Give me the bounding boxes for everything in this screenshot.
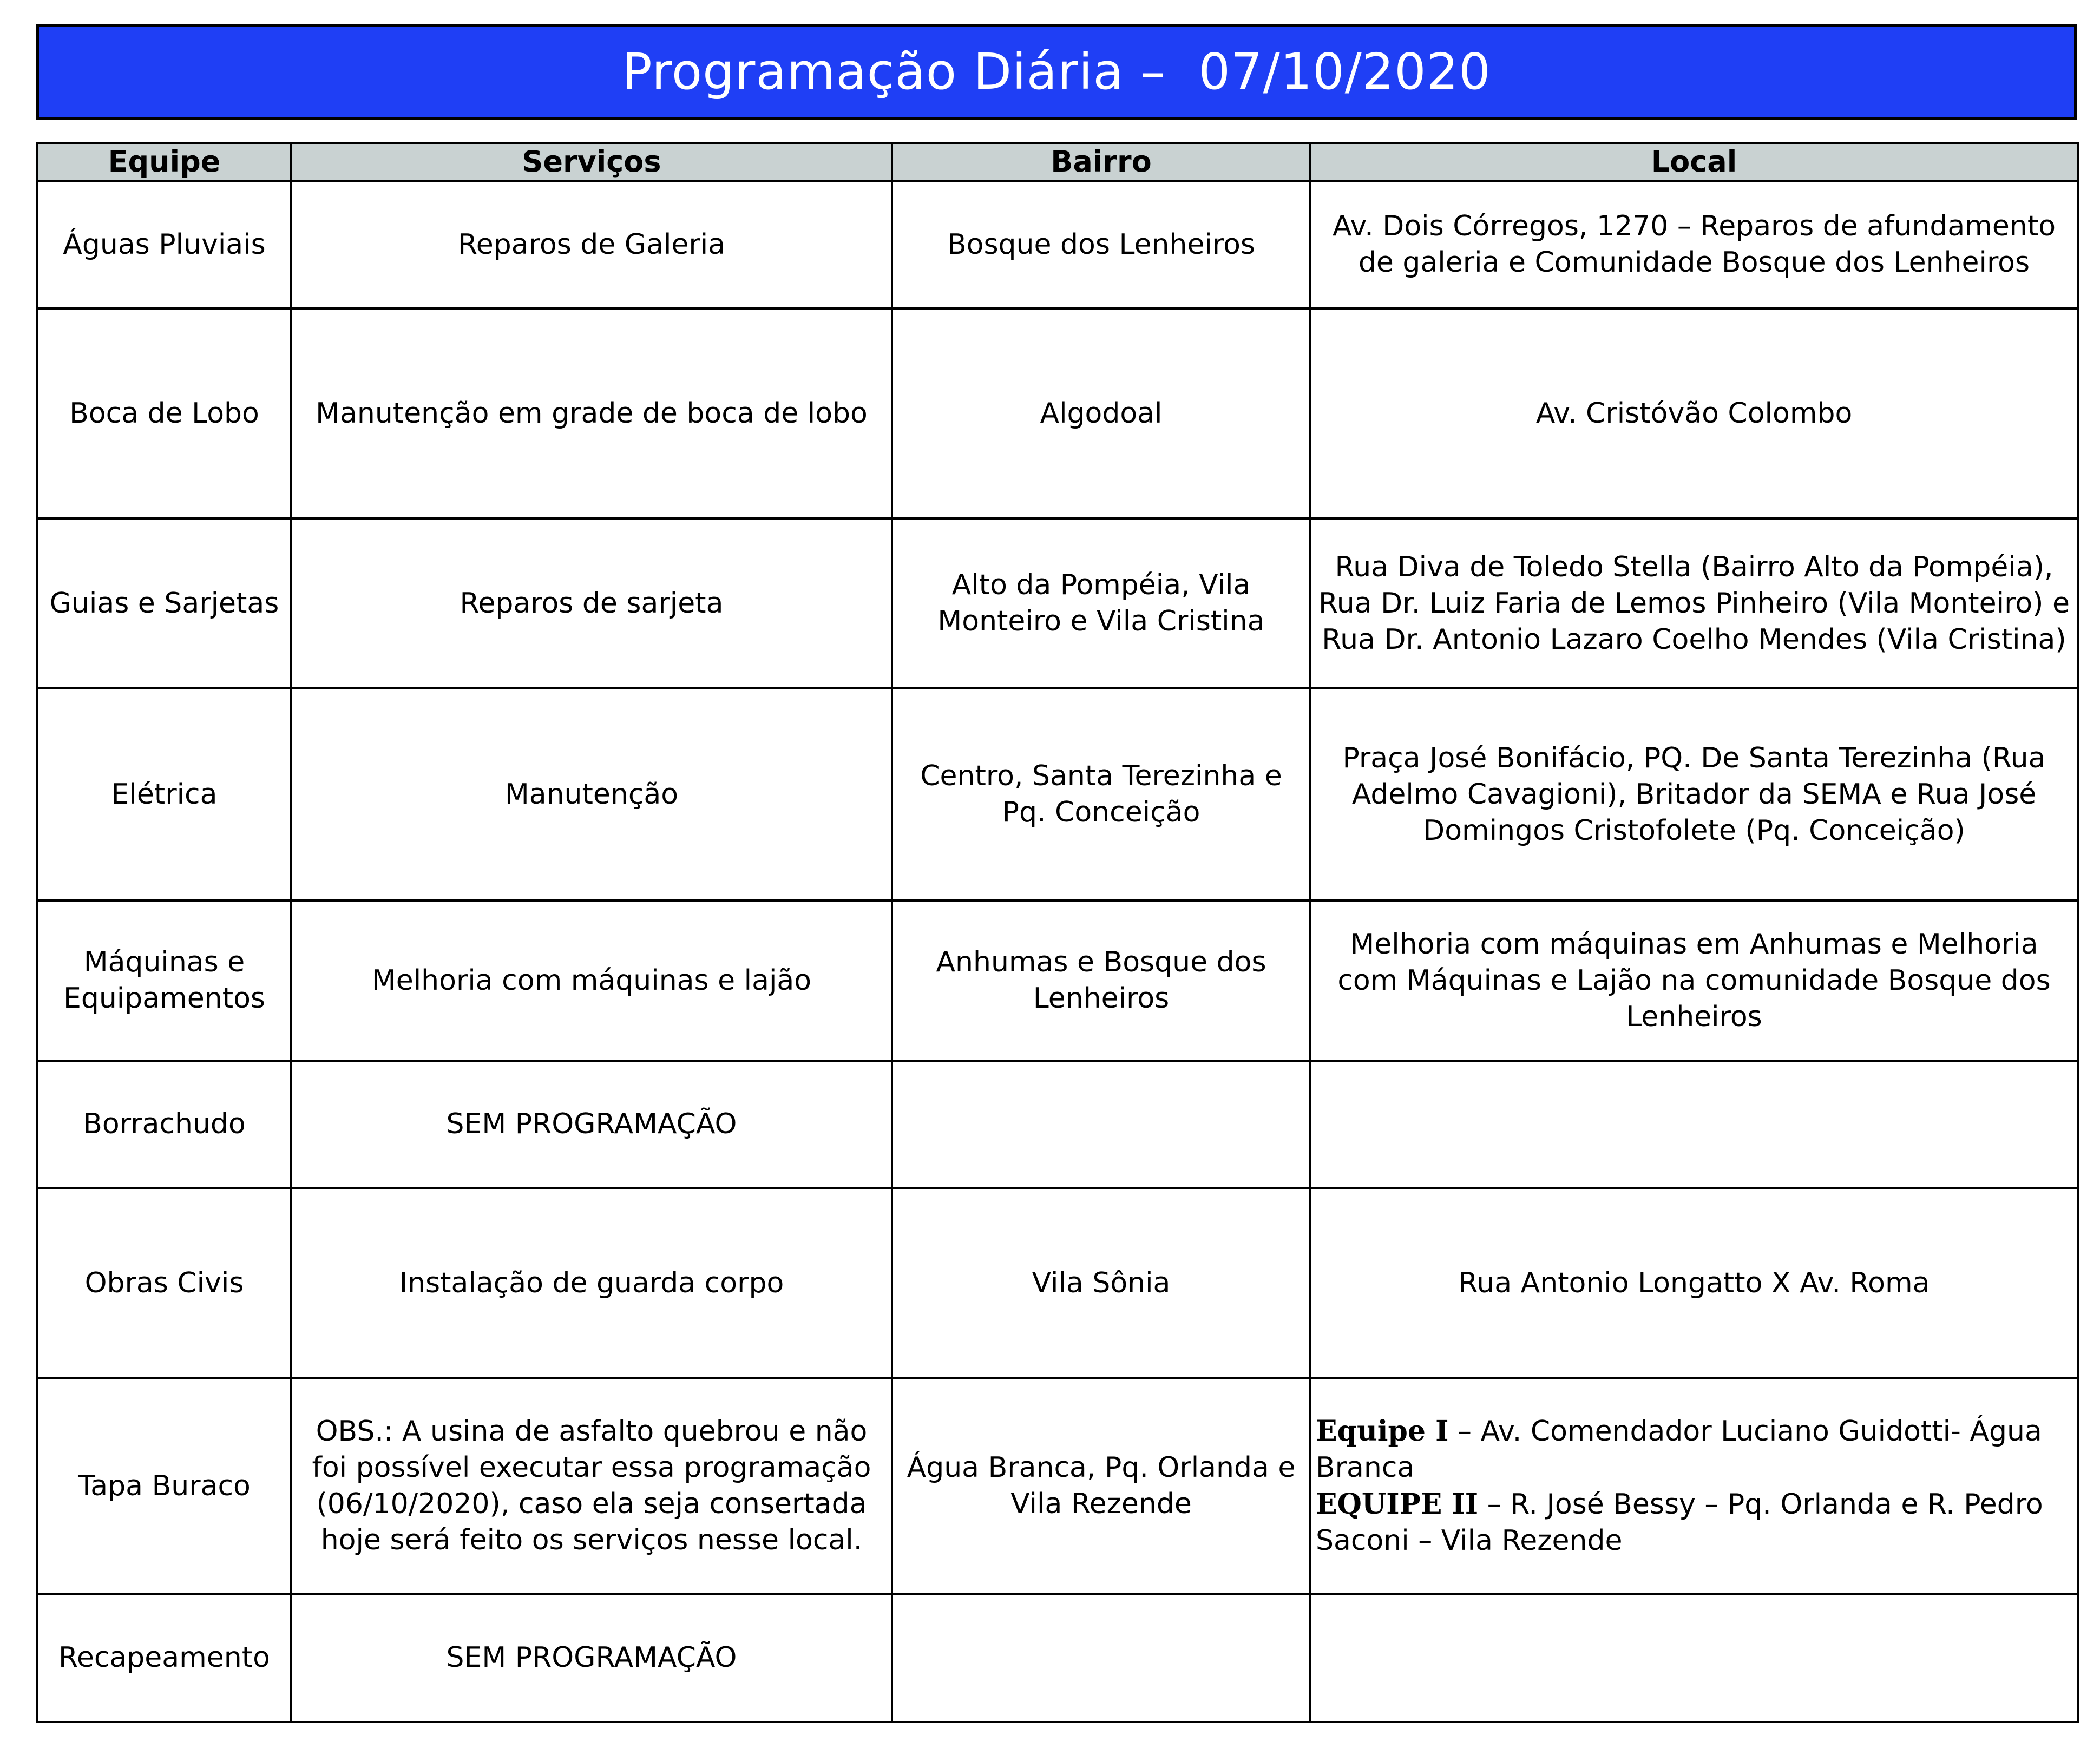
table-row: [37, 1378, 2078, 1594]
cell-local: Av. Dois Córregos, 1270 – Reparos de afundamento de galeria e Comunidade Bosque dos Lenheiros: [1310, 181, 2078, 308]
cell-local: Rua Diva de Toledo Stella (Bairro Alto da Pompéia), Rua Dr. Luiz Faria de Lemos Pinheiro (Vila Monteiro) e Rua Dr. Antonio Lazaro Coelho Mendes (Vila Cristina): [1310, 518, 2078, 688]
cell-bairro: Bosque dos Lenheiros: [892, 181, 1310, 308]
table-row: [37, 1188, 2078, 1378]
table-row: [37, 518, 2078, 688]
equipe-2-label: EQUIPE II: [1316, 1488, 1479, 1521]
cell-bairro: Centro, Santa Terezinha e Pq. Conceição: [892, 688, 1310, 900]
cell-servicos: Reparos de Galeria: [291, 181, 892, 308]
cell-servicos: OBS.: A usina de asfalto quebrou e não foi possível executar essa programação (06/10/2020), caso ela seja consertada hoje será feito os serviços nesse local.: [291, 1378, 892, 1594]
cell-equipe: Máquinas e Equipamentos: [37, 900, 291, 1061]
title-bar: [36, 24, 2077, 120]
cell-equipe: Guias e Sarjetas: [37, 518, 291, 688]
column-header-bairro: Bairro: [892, 143, 1310, 181]
cell-local: Rua Antonio Longatto X Av. Roma: [1310, 1188, 2078, 1378]
local-line-equipe-1: [1316, 1413, 2072, 1486]
cell-servicos: Reparos de sarjeta: [291, 518, 892, 688]
cell-local: [1310, 1061, 2078, 1188]
table-row: [37, 308, 2078, 518]
table-row: [37, 900, 2078, 1061]
cell-local: Av. Cristóvão Colombo: [1310, 308, 2078, 518]
cell-equipe: Águas Pluviais: [37, 181, 291, 308]
cell-equipe: Tapa Buraco: [37, 1378, 291, 1594]
local-line-equipe-2: [1316, 1486, 2072, 1559]
cell-servicos: SEM PROGRAMAÇÃO: [291, 1594, 892, 1722]
schedule-table: [36, 142, 2079, 1723]
table-row: [37, 688, 2078, 900]
cell-equipe: Borrachudo: [37, 1061, 291, 1188]
cell-local: [1310, 1378, 2078, 1594]
cell-servicos: Instalação de guarda corpo: [291, 1188, 892, 1378]
table-row: [37, 1061, 2078, 1188]
table-row: [37, 1594, 2078, 1722]
cell-bairro: [892, 1594, 1310, 1722]
cell-servicos: Melhoria com máquinas e lajão: [291, 900, 892, 1061]
cell-local: Melhoria com máquinas em Anhumas e Melhoria com Máquinas e Lajão na comunidade Bosque dos Lenheiros: [1310, 900, 2078, 1061]
cell-equipe: Recapeamento: [37, 1594, 291, 1722]
column-header-equipe: Equipe: [37, 143, 291, 181]
cell-servicos: SEM PROGRAMAÇÃO: [291, 1061, 892, 1188]
cell-equipe: Boca de Lobo: [37, 308, 291, 518]
cell-bairro: Vila Sônia: [892, 1188, 1310, 1378]
cell-local: [1310, 1594, 2078, 1722]
cell-servicos: Manutenção em grade de boca de lobo: [291, 308, 892, 518]
cell-bairro: Algodoal: [892, 308, 1310, 518]
cell-bairro: [892, 1061, 1310, 1188]
cell-local: Praça José Bonifácio, PQ. De Santa Terezinha (Rua Adelmo Cavagioni), Britador da SEMA e Rua José Domingos Cristofolete (Pq. Conceição): [1310, 688, 2078, 900]
cell-bairro: Anhumas e Bosque dos Lenheiros: [892, 900, 1310, 1061]
page-title: Programação Diária – 07/10/2020: [622, 43, 1491, 101]
cell-servicos: Manutenção: [291, 688, 892, 900]
column-header-local: Local: [1310, 143, 2078, 181]
equipe-1-text: – Av. Comendador Luciano Guidotti- Água Branca: [1316, 1415, 2042, 1484]
table-row: [37, 181, 2078, 308]
cell-bairro: Alto da Pompéia, Vila Monteiro e Vila Cristina: [892, 518, 1310, 688]
cell-equipe: Obras Civis: [37, 1188, 291, 1378]
cell-bairro: Água Branca, Pq. Orlanda e Vila Rezende: [892, 1378, 1310, 1594]
column-header-servicos: Serviços: [291, 143, 892, 181]
equipe-2-text: – R. José Bessy – Pq. Orlanda e R. Pedro Saconi – Vila Rezende: [1316, 1488, 2043, 1557]
table-header-row: [37, 143, 2078, 181]
equipe-1-label: Equipe I: [1316, 1415, 1449, 1448]
cell-equipe: Elétrica: [37, 688, 291, 900]
